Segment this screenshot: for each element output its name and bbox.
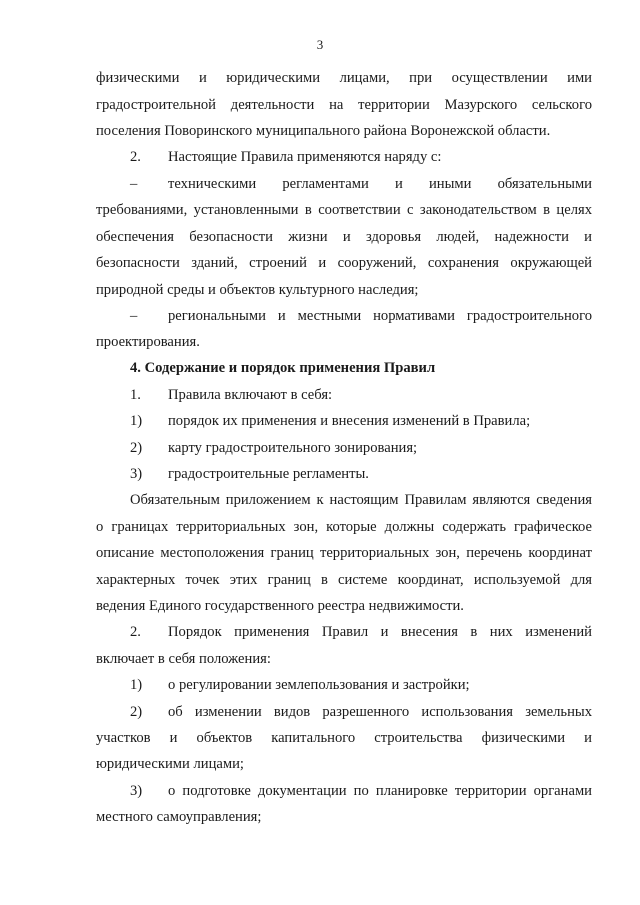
text-line: безопасности зданий, строений и сооружений, сохранения окружающей	[96, 255, 592, 271]
text-line: обеспечения безопасности жизни и здоровья людей, надежности и	[96, 229, 592, 245]
item-number: 1)	[130, 413, 143, 429]
text-line: поселения Поворинского муниципального района Воронежской области.	[96, 123, 551, 139]
text-line: о регулировании землепользования и застройки;	[168, 677, 470, 693]
item-number: 3)	[130, 783, 143, 799]
text-line: градостроительной деятельности на территории Мазурского сельского	[96, 97, 592, 113]
text-line: об изменении видов разрешенного использования земельных	[168, 704, 592, 720]
text-line: о подготовке документации по планировке территории органами	[168, 783, 592, 799]
text-line: Обязательным приложением к настоящим Правилам являются сведения	[130, 492, 592, 508]
text-line: описание местоположения границ территориальных зон, перечень координат	[96, 545, 592, 561]
item-number: 2.	[130, 624, 141, 640]
text-line: участков и объектов капитального строительства физическими и	[96, 730, 592, 746]
section-heading: 4. Содержание и порядок применения Правил	[130, 360, 436, 376]
text-line: градостроительные регламенты.	[168, 466, 369, 482]
text-line: характерных точек этих границ в системе координат, используемой для	[96, 572, 592, 588]
text-line: техническими регламентами и иными обязательными	[168, 176, 592, 192]
text-line: ведения Единого государственного реестра недвижимости.	[96, 598, 464, 614]
item-number: 2)	[130, 440, 143, 456]
text-line: местного самоуправления;	[96, 809, 262, 825]
text-line: включает в себя положения:	[96, 651, 271, 667]
item-number: 2)	[130, 704, 143, 720]
text-line: Правила включают в себя:	[168, 387, 333, 403]
text-line: проектирования.	[96, 334, 200, 350]
text-line: Порядок применения Правил и внесения в них изменений	[168, 624, 592, 640]
dash-marker: –	[130, 176, 138, 192]
text-line: карту градостроительного зонирования;	[168, 440, 418, 456]
dash-marker: –	[130, 308, 138, 324]
text-line: физическими и юридическими лицами, при осуществлении ими	[96, 70, 592, 86]
text-line: порядок их применения и внесения изменений в Правила;	[168, 413, 531, 429]
item-number: 1.	[130, 387, 141, 403]
text-line: о границах территориальных зон, которые должны содержать графическое	[96, 519, 592, 535]
text-line: природной среды и объектов культурного наследия;	[96, 282, 419, 298]
page-number: 3	[316, 37, 324, 52]
text-line: Настоящие Правила применяются наряду с:	[168, 149, 442, 165]
text-line: региональными и местными нормативами градостроительного	[168, 308, 592, 324]
item-number: 3)	[130, 466, 143, 482]
item-number: 2.	[130, 149, 141, 165]
item-number: 1)	[130, 677, 143, 693]
text-line: требованиями, установленными в соответствии с законодательством в целях	[96, 202, 592, 218]
text-line: юридическими лицами;	[96, 756, 244, 772]
